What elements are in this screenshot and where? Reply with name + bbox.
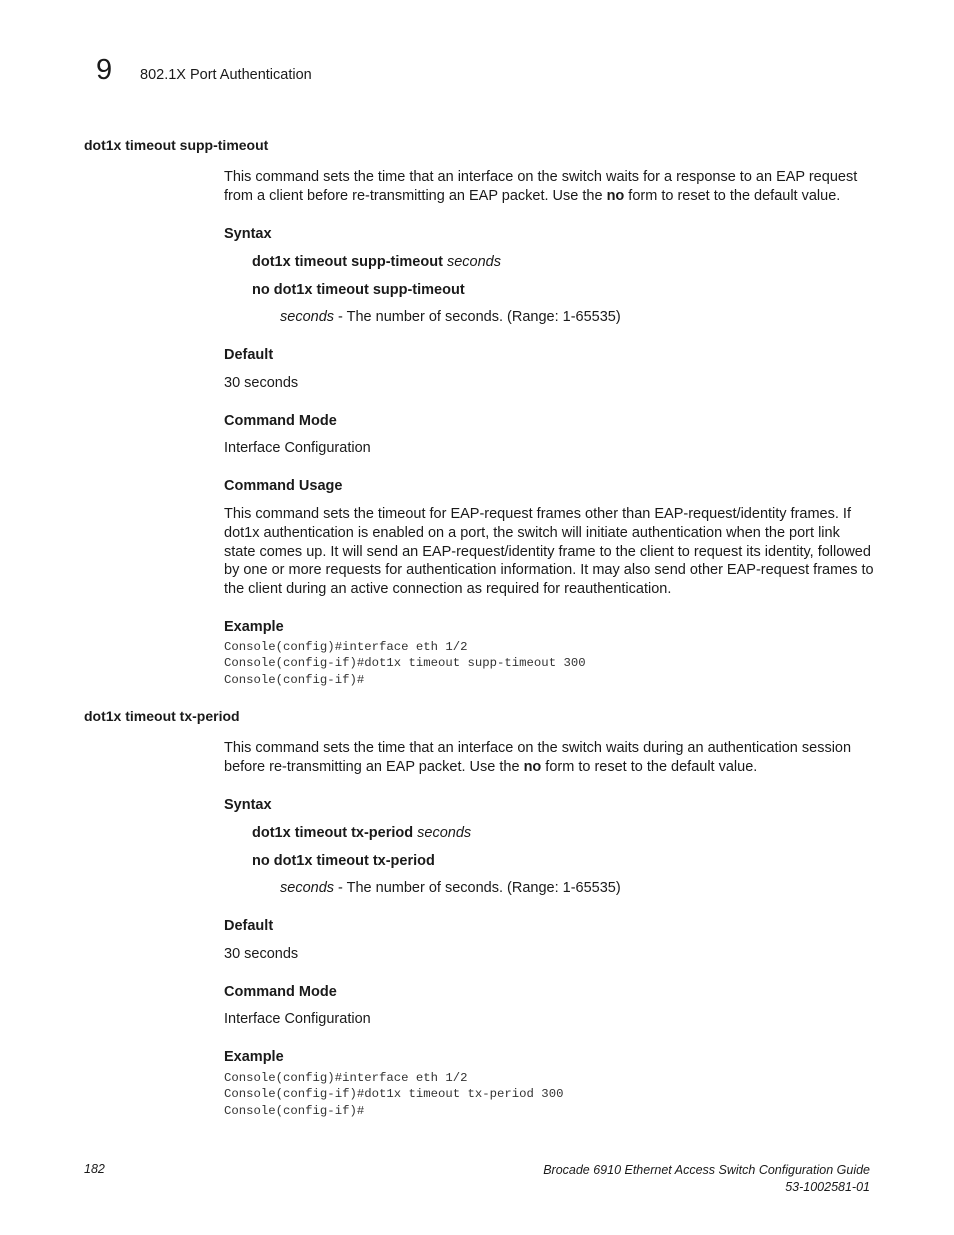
example-label: Example <box>224 1049 284 1065</box>
example-code-line: Console(config)#interface eth 1/2 <box>224 640 468 654</box>
syntax-line: dot1x timeout supp-timeout seconds <box>252 254 501 270</box>
syntax-no-line: no dot1x timeout tx-period <box>252 853 435 869</box>
no-keyword: no <box>523 758 542 775</box>
chapter-title: 802.1X Port Authentication <box>140 67 312 83</box>
syntax-label: Syntax <box>224 226 272 242</box>
parameter-description: seconds - The number of seconds. (Range: 1-65535) <box>280 880 621 896</box>
command-title-tx-period: dot1x timeout tx-period <box>84 708 240 724</box>
parameter-description: seconds - The number of seconds. (Range: 1-65535) <box>280 309 621 325</box>
example-code-line: Console(config-if)# <box>224 673 365 687</box>
example-code-line: Console(config-if)#dot1x timeout tx-period 300 <box>224 1087 564 1101</box>
syntax-no-line: no dot1x timeout supp-timeout <box>252 282 465 298</box>
command-title-supp-timeout: dot1x timeout supp-timeout <box>84 137 269 153</box>
default-value: 30 seconds <box>224 375 299 391</box>
doc-number: 53-1002581-01 <box>785 1179 870 1194</box>
command-mode-value: Interface Configuration <box>224 1011 371 1027</box>
command-usage-label: Command Usage <box>224 478 343 494</box>
guide-title: Brocade 6910 Ethernet Access Switch Configuration Guide <box>543 1163 870 1177</box>
syntax-label: Syntax <box>224 797 272 813</box>
page-number: 182 <box>84 1162 105 1176</box>
command-mode-value: Interface Configuration <box>224 440 371 456</box>
example-label: Example <box>224 619 284 635</box>
example-code-line: Console(config-if)#dot1x timeout supp-timeout 300 <box>224 656 586 670</box>
command-mode-label: Command Mode <box>224 413 337 429</box>
chapter-number: 9 <box>96 54 113 86</box>
syntax-line: dot1x timeout tx-period seconds <box>252 825 472 841</box>
example-code-line: Console(config-if)# <box>224 1104 365 1118</box>
command-usage-text: This command sets the timeout for EAP-request frames other than EAP-request/identity frames. If dot1x authentication is enabled on a port, the switch will initiate authentication when the port link state comes up. It will send an EAP-request/identity frame to the client to request its identity, followed by one or more requests for authentication information. It may also send other EAP-request frames to the client during an active connection as required for reauthentication. <box>224 506 874 598</box>
footer-doc-info <box>543 1162 870 1195</box>
command-mode-label: Command Mode <box>224 984 337 1000</box>
command-description: This command sets the time that an interface on the switch waits for a response to an EAP request from a client before re-transmitting an EAP packet. Use the no form to reset to the default value. <box>224 169 858 204</box>
default-label: Default <box>224 347 274 363</box>
default-value: 30 seconds <box>224 946 299 962</box>
no-keyword: no <box>606 187 625 204</box>
default-label: Default <box>224 918 274 934</box>
command-description: This command sets the time that an interface on the switch waits during an authentication session before re-transmitting an EAP packet. Use the no form to reset to the default value. <box>224 740 852 775</box>
example-code-line: Console(config)#interface eth 1/2 <box>224 1071 468 1085</box>
